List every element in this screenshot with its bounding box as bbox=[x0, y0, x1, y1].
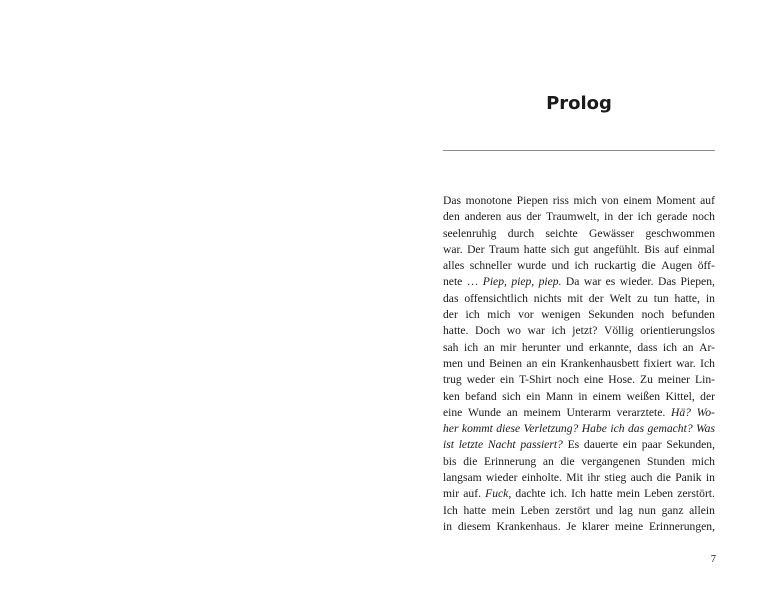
word: sah bbox=[443, 340, 459, 354]
word: befunden bbox=[671, 308, 715, 322]
word: auf. bbox=[463, 487, 481, 501]
word: stieg bbox=[604, 471, 627, 485]
text-line bbox=[443, 323, 715, 339]
word: ich. bbox=[549, 487, 567, 501]
word: gut bbox=[573, 242, 589, 256]
word: Nacht bbox=[487, 438, 516, 452]
word: öff- bbox=[697, 259, 715, 273]
word: T-Shirt bbox=[519, 373, 552, 387]
word: passiert? bbox=[520, 438, 563, 452]
word: ich bbox=[464, 340, 479, 354]
word: ruckartig bbox=[594, 259, 637, 273]
text-line bbox=[443, 421, 715, 437]
word: die bbox=[656, 471, 671, 485]
word: Moment bbox=[656, 194, 696, 207]
word: mir bbox=[443, 487, 460, 501]
word: wurde bbox=[517, 259, 547, 273]
word: Krankenhaus. bbox=[496, 519, 561, 533]
text-line bbox=[443, 486, 715, 502]
word: an bbox=[506, 405, 518, 419]
word: bis bbox=[443, 454, 457, 468]
word: Es bbox=[567, 438, 580, 452]
word: und bbox=[467, 356, 485, 370]
word: nun bbox=[638, 503, 656, 517]
word: ich bbox=[610, 422, 625, 436]
word: her bbox=[443, 422, 459, 436]
body-text bbox=[443, 193, 715, 535]
word: dass bbox=[637, 340, 658, 354]
word: in bbox=[705, 471, 715, 485]
word: diese bbox=[496, 422, 521, 436]
word: Das bbox=[443, 194, 462, 207]
word: in bbox=[578, 389, 588, 403]
page-number: 7 bbox=[710, 554, 716, 565]
word: meiner bbox=[657, 373, 691, 387]
word: einholte. bbox=[521, 471, 562, 485]
word: gerade bbox=[656, 210, 688, 224]
word: diesem bbox=[457, 519, 491, 533]
word: ein bbox=[622, 438, 637, 452]
word: paar bbox=[641, 438, 662, 452]
word: Zu bbox=[640, 373, 653, 387]
word: Mann bbox=[545, 389, 573, 403]
word: befand bbox=[465, 389, 497, 403]
word: mich bbox=[691, 454, 715, 468]
word: ein bbox=[526, 389, 541, 403]
word: Der bbox=[467, 242, 485, 256]
word: nichts bbox=[533, 291, 562, 305]
text-line bbox=[443, 307, 715, 323]
word: den bbox=[443, 210, 460, 224]
word: das bbox=[443, 291, 459, 305]
word: Wunde bbox=[468, 405, 502, 419]
word: mit bbox=[567, 291, 583, 305]
text-line bbox=[443, 437, 715, 453]
word: einem bbox=[623, 194, 652, 207]
word: Ich bbox=[700, 356, 715, 370]
word: hatte. bbox=[443, 324, 469, 338]
word: Habe bbox=[581, 422, 607, 436]
word: Mit bbox=[566, 471, 583, 485]
word: noch bbox=[692, 210, 715, 224]
word: wenigen bbox=[541, 308, 581, 322]
text-line bbox=[443, 454, 715, 470]
title-divider bbox=[443, 150, 715, 151]
word: Lin- bbox=[695, 373, 715, 387]
word: erkannte, bbox=[589, 340, 632, 354]
word: jetzt? bbox=[572, 324, 598, 338]
word: dauerte bbox=[583, 438, 619, 452]
word: ganz bbox=[661, 503, 684, 517]
word: wieder bbox=[485, 471, 518, 485]
word: auf bbox=[700, 194, 715, 207]
word: angefühlt. bbox=[593, 242, 640, 256]
word: ist bbox=[443, 438, 454, 452]
word: auch bbox=[630, 471, 653, 485]
word: eine bbox=[443, 405, 463, 419]
word: fixiert bbox=[643, 356, 672, 370]
word: ich bbox=[574, 259, 589, 273]
text-line bbox=[443, 209, 715, 225]
word: ein bbox=[541, 356, 556, 370]
word: und bbox=[595, 503, 614, 517]
word: war. bbox=[676, 356, 696, 370]
word: Krankenhausbett bbox=[560, 356, 639, 370]
word: men bbox=[443, 356, 463, 370]
word: Sekunden, bbox=[666, 438, 715, 452]
word: herunter bbox=[521, 340, 561, 354]
word: tun bbox=[653, 291, 669, 305]
word: Erinnerungen, bbox=[648, 519, 715, 533]
word: durch bbox=[507, 226, 535, 240]
word: Beinen bbox=[489, 356, 523, 370]
word: wo bbox=[506, 324, 521, 338]
word: Hose. bbox=[608, 373, 636, 387]
word: nete bbox=[443, 275, 463, 289]
text-line bbox=[443, 258, 715, 274]
word: Traum bbox=[488, 242, 520, 256]
word: Piep, bbox=[482, 275, 507, 289]
word: und bbox=[566, 340, 584, 354]
word: zu bbox=[636, 291, 648, 305]
word: einmal bbox=[683, 242, 715, 256]
word: dachte bbox=[515, 487, 546, 501]
word: ich bbox=[637, 210, 652, 224]
word: das bbox=[627, 422, 645, 436]
word: kommt bbox=[461, 422, 493, 436]
text-line bbox=[443, 356, 715, 372]
word: gemacht? bbox=[647, 422, 693, 436]
word: offensichtlich bbox=[464, 291, 528, 305]
word: zerstört bbox=[555, 503, 590, 517]
word: piep, bbox=[511, 275, 535, 289]
word: klarer bbox=[581, 519, 609, 533]
word: langsam bbox=[443, 471, 482, 485]
word: hatte, bbox=[674, 291, 700, 305]
word: mir bbox=[500, 340, 517, 354]
word: sich bbox=[550, 242, 570, 256]
word: Piepen, bbox=[680, 275, 715, 289]
word: orientierungslos bbox=[640, 324, 715, 338]
word: der bbox=[618, 210, 633, 224]
word: in bbox=[604, 210, 614, 224]
word: ken bbox=[443, 389, 460, 403]
word: Je bbox=[566, 519, 577, 533]
text-line bbox=[443, 193, 715, 209]
word: mein bbox=[491, 503, 515, 517]
word: Sekunden bbox=[588, 308, 634, 322]
word: Welt bbox=[609, 291, 632, 305]
word: meinem bbox=[523, 405, 561, 419]
word: weder bbox=[466, 373, 495, 387]
word: Piepen bbox=[516, 194, 549, 207]
text-line bbox=[443, 372, 715, 388]
word: Das bbox=[657, 275, 677, 289]
word: der bbox=[443, 308, 458, 322]
word: Fuck, bbox=[485, 487, 512, 501]
word: von bbox=[601, 194, 619, 207]
word: Kittel, bbox=[665, 389, 695, 403]
word: an bbox=[483, 340, 495, 354]
word: seichte bbox=[545, 226, 578, 240]
word: aus bbox=[506, 210, 522, 224]
word: geschwommen bbox=[645, 226, 715, 240]
word: einem bbox=[592, 389, 622, 403]
word: der bbox=[526, 210, 542, 224]
word: Hä? bbox=[670, 405, 691, 419]
word: Panik bbox=[675, 471, 702, 485]
word: Unterarm bbox=[566, 405, 611, 419]
word: vor bbox=[518, 308, 534, 322]
word: Wo- bbox=[696, 405, 715, 419]
word: Ich bbox=[571, 487, 586, 501]
word: es bbox=[605, 275, 616, 289]
word: seelenruhig bbox=[443, 226, 497, 240]
word: mein bbox=[616, 487, 640, 501]
word: an bbox=[682, 340, 694, 354]
text-line bbox=[443, 242, 715, 258]
word: war. bbox=[443, 242, 463, 256]
word: riss bbox=[552, 194, 569, 207]
word: an bbox=[526, 356, 538, 370]
text-line bbox=[443, 291, 715, 307]
word: verarztete. bbox=[616, 405, 666, 419]
word: schneller bbox=[469, 259, 512, 273]
word: ihr bbox=[587, 471, 601, 485]
text-line bbox=[443, 519, 715, 535]
word: an bbox=[542, 454, 554, 468]
word: Verletzung? bbox=[523, 422, 579, 436]
word: noch bbox=[641, 308, 665, 322]
word: hatte bbox=[463, 503, 487, 517]
word: Augen bbox=[661, 259, 693, 273]
chapter-title: Prolog bbox=[546, 93, 612, 114]
text-line bbox=[443, 389, 715, 405]
word: Erinnerung bbox=[484, 454, 537, 468]
word: hatte bbox=[523, 242, 547, 256]
word: Doch bbox=[475, 324, 501, 338]
word: Leben bbox=[520, 503, 550, 517]
word: ich bbox=[465, 308, 480, 322]
word: alles bbox=[443, 259, 465, 273]
word: auf bbox=[664, 242, 679, 256]
word: wieder. bbox=[619, 275, 654, 289]
word: Völlig bbox=[603, 324, 634, 338]
word: die bbox=[641, 259, 656, 273]
word: ein bbox=[499, 373, 515, 387]
word: lag bbox=[618, 503, 633, 517]
word: in bbox=[705, 291, 715, 305]
word: vergangenen bbox=[581, 454, 641, 468]
word: Leben bbox=[644, 487, 674, 501]
text-line bbox=[443, 405, 715, 421]
word: letzte bbox=[458, 438, 484, 452]
word: war bbox=[583, 275, 602, 289]
word: ich bbox=[662, 340, 678, 354]
word: Ich bbox=[443, 503, 458, 517]
word: Da bbox=[565, 275, 580, 289]
text-line bbox=[443, 226, 715, 242]
word: sich bbox=[502, 389, 521, 403]
text-line bbox=[443, 274, 715, 290]
text-line bbox=[443, 340, 715, 356]
word: weißen bbox=[626, 389, 661, 403]
word: hatte bbox=[590, 487, 613, 501]
word: eine bbox=[584, 373, 604, 387]
word: Was bbox=[696, 422, 715, 436]
word: die bbox=[560, 454, 575, 468]
word: war bbox=[527, 324, 545, 338]
word: mich bbox=[573, 194, 597, 207]
text-line bbox=[443, 470, 715, 486]
word: der bbox=[700, 389, 715, 403]
text-line bbox=[443, 503, 715, 519]
word: zerstört. bbox=[677, 487, 715, 501]
word: und bbox=[551, 259, 570, 273]
word: ich bbox=[551, 324, 566, 338]
word: die bbox=[463, 454, 478, 468]
word: noch bbox=[556, 373, 580, 387]
word: Bis bbox=[644, 242, 660, 256]
word: mich bbox=[487, 308, 511, 322]
word: … bbox=[466, 275, 479, 289]
word: Gewässer bbox=[589, 226, 635, 240]
word: in bbox=[443, 519, 453, 533]
word: Traumwelt, bbox=[545, 210, 600, 224]
word: Ar- bbox=[699, 340, 715, 354]
word: meine bbox=[614, 519, 644, 533]
word: der bbox=[588, 291, 604, 305]
word: piep. bbox=[538, 275, 562, 289]
word: monotone bbox=[465, 194, 513, 207]
word: Stunden bbox=[647, 454, 686, 468]
word: anderen bbox=[464, 210, 502, 224]
word: trug bbox=[443, 373, 462, 387]
word: allein bbox=[689, 503, 715, 517]
